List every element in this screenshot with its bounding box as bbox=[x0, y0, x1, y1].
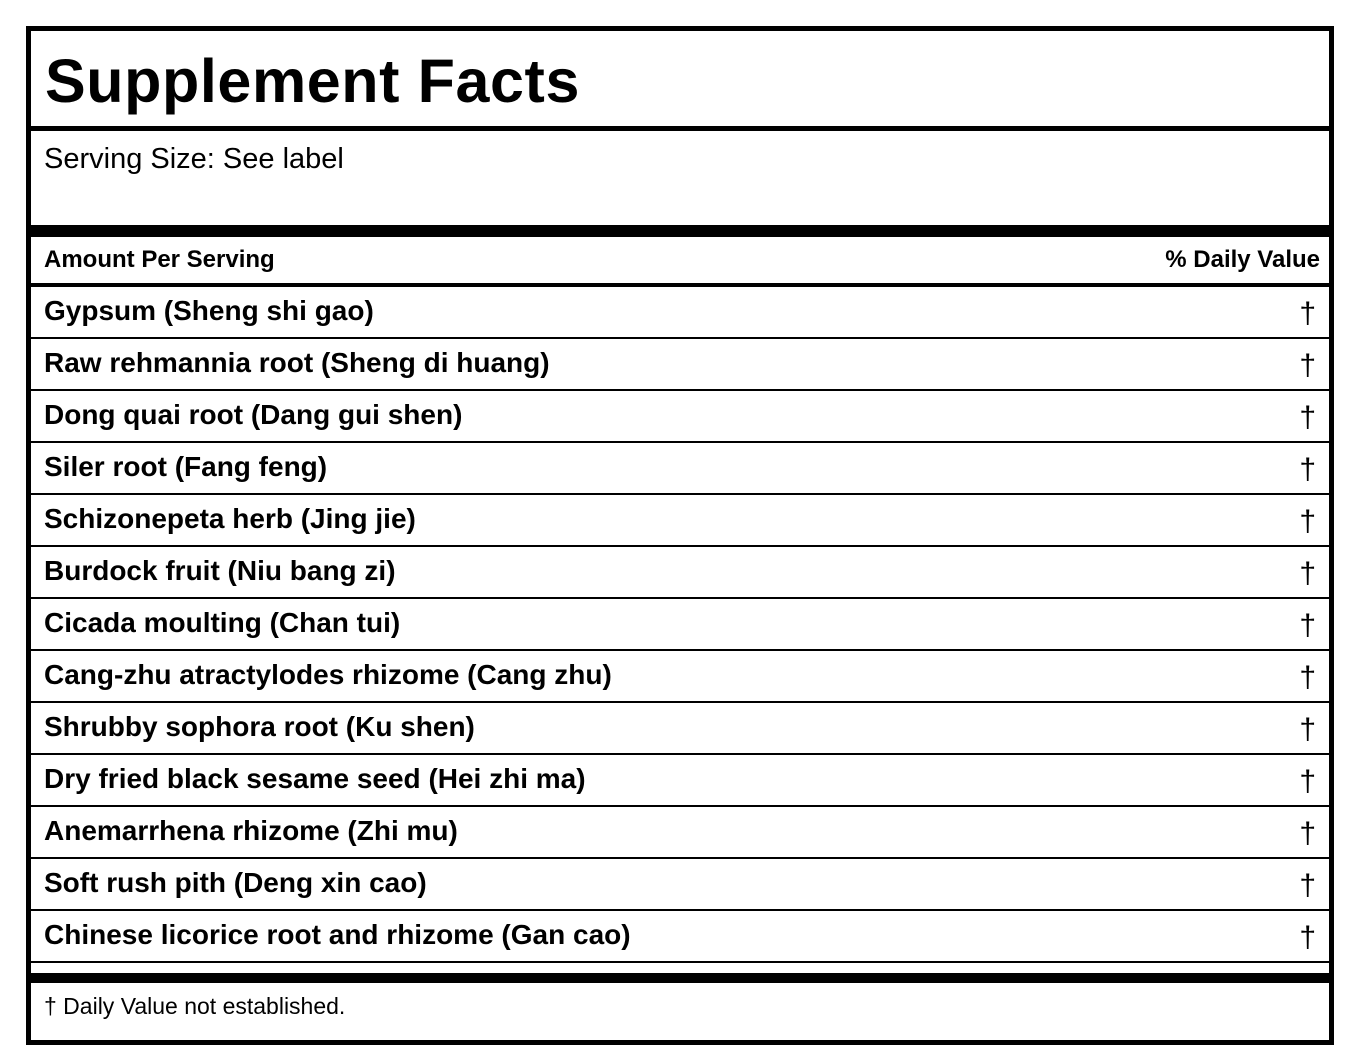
ingredient-row bbox=[31, 495, 1329, 547]
ingredient-daily-value: † bbox=[1299, 921, 1316, 954]
ingredient-name: Schizonepeta herb (Jing jie) bbox=[44, 503, 416, 534]
ingredient-daily-value: † bbox=[1299, 661, 1316, 694]
ingredient-row bbox=[31, 755, 1329, 807]
serving-size: Serving Size: See label bbox=[44, 143, 344, 175]
title-row bbox=[31, 31, 1329, 131]
ingredient-name: Anemarrhena rhizome (Zhi mu) bbox=[44, 815, 458, 846]
daily-value-label: % Daily Value bbox=[1165, 246, 1320, 273]
ingredient-name: Burdock fruit (Niu bang zi) bbox=[44, 555, 396, 586]
thick-divider bbox=[31, 225, 1329, 237]
ingredient-row bbox=[31, 547, 1329, 599]
ingredient-daily-value: † bbox=[1299, 349, 1316, 382]
ingredient-daily-value: † bbox=[1299, 817, 1316, 850]
ingredient-row bbox=[31, 391, 1329, 443]
ingredient-daily-value: † bbox=[1299, 869, 1316, 902]
ingredient-row bbox=[31, 287, 1329, 339]
bottom-thick-divider bbox=[31, 973, 1329, 983]
footnote-row bbox=[31, 983, 1329, 1033]
ingredient-name: Shrubby sophora root (Ku shen) bbox=[44, 711, 475, 742]
ingredient-row bbox=[31, 599, 1329, 651]
supplement-facts-panel bbox=[26, 26, 1334, 1045]
ingredient-list bbox=[31, 287, 1329, 963]
ingredient-row bbox=[31, 807, 1329, 859]
footnote: † Daily Value not established. bbox=[44, 993, 346, 1019]
ingredient-name: Chinese licorice root and rhizome (Gan cao) bbox=[44, 919, 631, 950]
ingredient-row bbox=[31, 443, 1329, 495]
ingredient-row bbox=[31, 911, 1329, 963]
ingredient-name: Cicada moulting (Chan tui) bbox=[44, 607, 401, 638]
ingredient-name: Raw rehmannia root (Sheng di huang) bbox=[44, 347, 550, 378]
ingredient-row bbox=[31, 703, 1329, 755]
ingredient-name: Cang-zhu atractylodes rhizome (Cang zhu) bbox=[44, 659, 612, 690]
ingredient-name: Gypsum (Sheng shi gao) bbox=[44, 295, 374, 326]
ingredient-daily-value: † bbox=[1299, 505, 1316, 538]
ingredient-daily-value: † bbox=[1299, 713, 1316, 746]
ingredient-name: Siler root (Fang feng) bbox=[44, 451, 328, 482]
ingredient-row bbox=[31, 651, 1329, 703]
spacer bbox=[31, 963, 1329, 973]
ingredient-daily-value: † bbox=[1299, 765, 1316, 798]
amount-per-serving-label: Amount Per Serving bbox=[44, 246, 275, 273]
panel-title: Supplement Facts bbox=[45, 47, 580, 115]
ingredient-row bbox=[31, 859, 1329, 911]
ingredient-daily-value: † bbox=[1299, 297, 1316, 330]
ingredient-daily-value: † bbox=[1299, 401, 1316, 434]
ingredient-daily-value: † bbox=[1299, 453, 1316, 486]
ingredient-name: Dong quai root (Dang gui shen) bbox=[44, 399, 463, 430]
ingredient-daily-value: † bbox=[1299, 609, 1316, 642]
ingredient-name: Dry fried black sesame seed (Hei zhi ma) bbox=[44, 763, 586, 794]
column-header-row bbox=[31, 237, 1329, 287]
ingredient-row bbox=[31, 339, 1329, 391]
ingredient-daily-value: † bbox=[1299, 557, 1316, 590]
ingredient-name: Soft rush pith (Deng xin cao) bbox=[44, 867, 427, 898]
serving-row bbox=[31, 131, 1329, 225]
